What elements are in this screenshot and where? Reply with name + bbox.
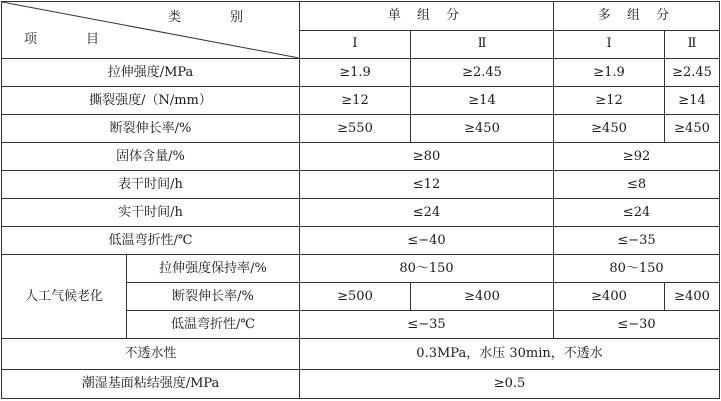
cell-value: ≤24 [554, 199, 720, 227]
cell-value: ≥0.5 [300, 370, 720, 399]
header-diagonal-cell [2, 2, 300, 59]
table-row [2, 143, 720, 171]
table-row [2, 255, 720, 283]
row-label: 低温弯折性/℃ [2, 227, 300, 255]
spec-table [1, 1, 720, 399]
cell-value: ≤−35 [554, 227, 720, 255]
row-label: 低温弯折性/℃ [127, 311, 300, 339]
cell-value: ≥450 [554, 115, 665, 143]
cell-value: ≥500 [300, 283, 411, 311]
table-row [2, 227, 720, 255]
cell-value: ≥1.9 [300, 59, 411, 87]
cell-value: ≥1.9 [554, 59, 665, 87]
cell-value: ≥400 [665, 283, 720, 311]
single-type-II: Ⅱ [411, 30, 554, 59]
row-label: 拉伸强度保持率/% [127, 255, 300, 283]
row-label: 撕裂强度/（N/mm） [2, 87, 300, 115]
table-row [2, 115, 720, 143]
row-label: 不透水性 [2, 339, 300, 370]
cell-value: ≥400 [411, 283, 554, 311]
table-row [2, 199, 720, 227]
cell-value: ≤24 [300, 199, 554, 227]
row-label: 表干时间/h [2, 171, 300, 199]
row-label: 潮湿基面粘结强度/MPa [2, 370, 300, 399]
row-label: 固体含量/% [2, 143, 300, 171]
multi-type-I: Ⅰ [554, 30, 665, 59]
cell-value: ≥14 [665, 87, 720, 115]
table-row [2, 171, 720, 199]
row-label: 实干时间/h [2, 199, 300, 227]
cell-value: ≥400 [554, 283, 665, 311]
cell-value: ≥2.45 [665, 59, 720, 87]
cell-value: ≤−30 [554, 311, 720, 339]
cell-value: 80～150 [300, 255, 554, 283]
cell-value: ≥14 [411, 87, 554, 115]
cell-value: ≤12 [300, 171, 554, 199]
table-row [2, 370, 720, 399]
cell-value: ≥550 [300, 115, 411, 143]
single-group-header: 单 组 分 [300, 2, 554, 31]
item-label: 项 目 [24, 32, 118, 47]
cell-value: ≥450 [665, 115, 720, 143]
single-type-I: Ⅰ [300, 30, 411, 59]
cell-value: ≥92 [554, 143, 720, 171]
aging-group-label: 人工气候老化 [2, 255, 127, 339]
table-row [2, 59, 720, 87]
cell-value: ≤−35 [300, 311, 554, 339]
cell-value: 80～150 [554, 255, 720, 283]
cell-value: ≥12 [554, 87, 665, 115]
cell-value: ≤8 [554, 171, 720, 199]
category-label: 类 别 [167, 10, 261, 25]
table-row [2, 339, 720, 370]
cell-value: ≥80 [300, 143, 554, 171]
row-label: 拉伸强度/MPa [2, 59, 300, 87]
table-row [2, 87, 720, 115]
cell-value: ≥12 [300, 87, 411, 115]
cell-value: ≤−40 [300, 227, 554, 255]
row-label: 断裂伸长率/% [127, 283, 300, 311]
cell-value: 0.3MPa，水压 30min，不透水 [300, 339, 720, 370]
cell-value: ≥450 [411, 115, 554, 143]
cell-value: ≥2.45 [411, 59, 554, 87]
multi-group-header: 多 组 分 [554, 2, 720, 31]
row-label: 断裂伸长率/% [2, 115, 300, 143]
multi-type-II: Ⅱ [665, 30, 720, 59]
